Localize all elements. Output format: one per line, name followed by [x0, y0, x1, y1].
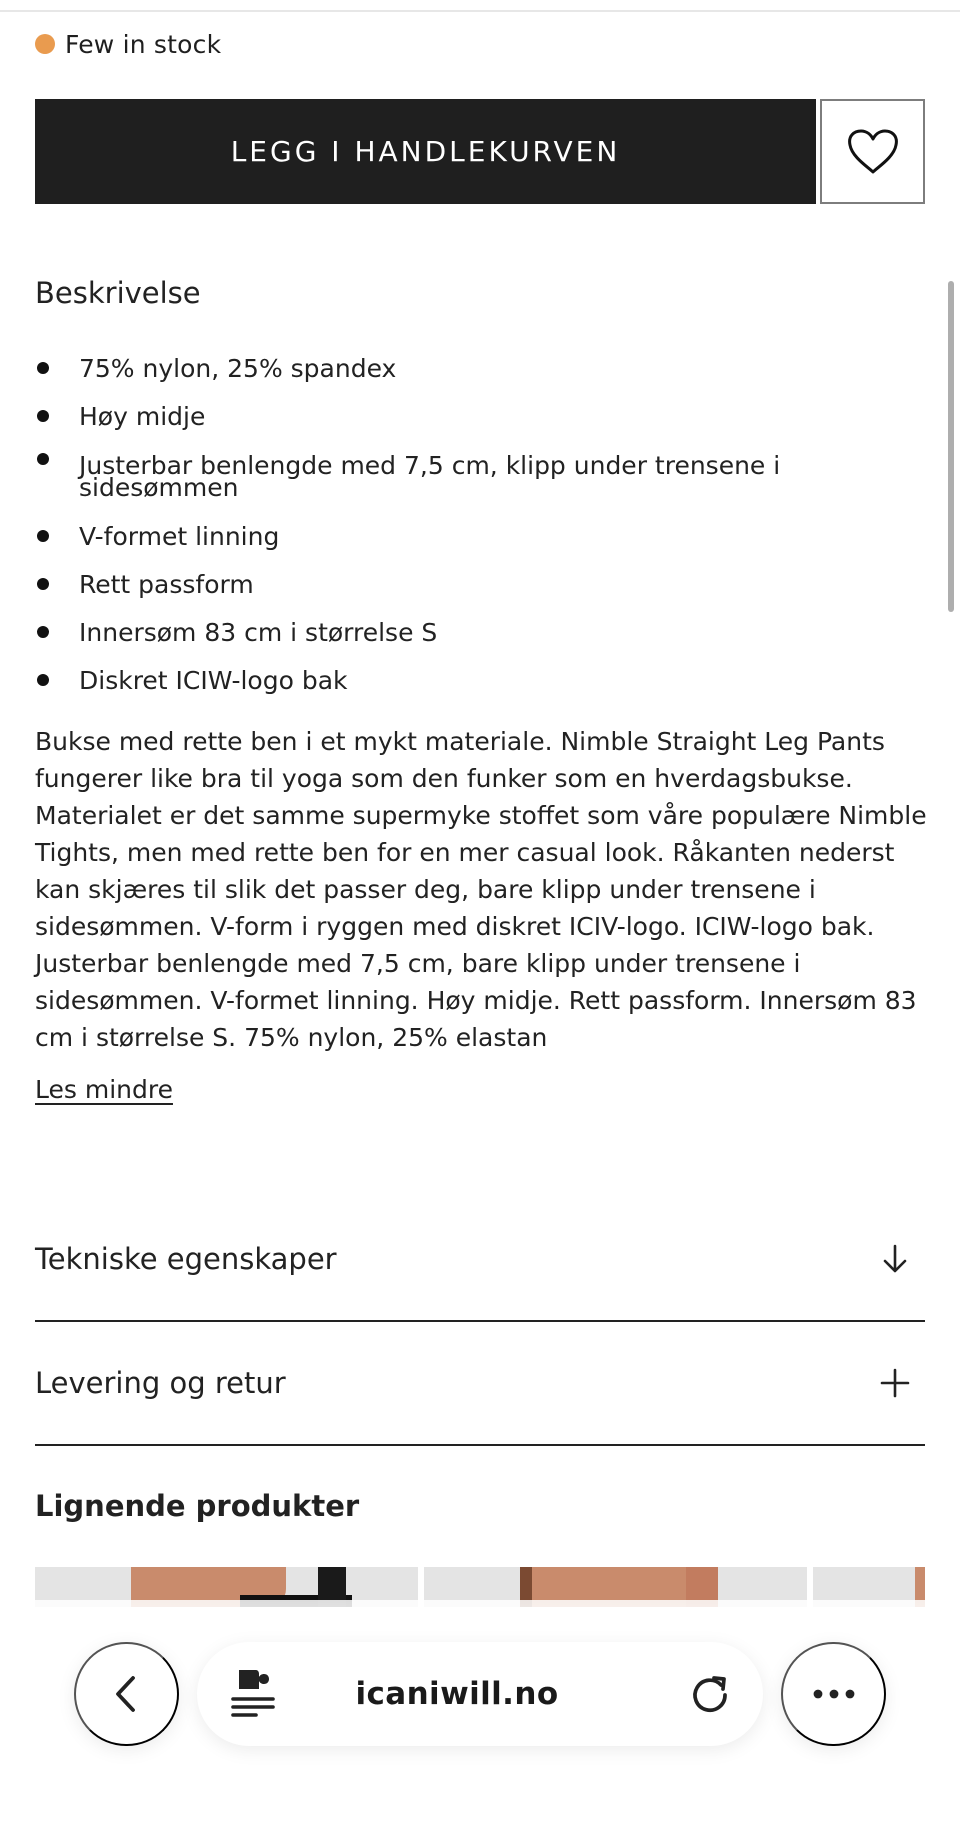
similar-products-title: Lignende produkter [35, 1489, 360, 1523]
feature-text: Rett passform [79, 570, 254, 599]
accordion-technical-properties[interactable] [35, 1198, 925, 1322]
accordion-delivery-returns[interactable] [35, 1322, 925, 1446]
accordion-title: Tekniske egenskaper [35, 1242, 337, 1276]
read-less-link[interactable]: Les mindre [35, 1075, 173, 1104]
feature-list [35, 353, 875, 713]
reader-extension-icon[interactable] [229, 1666, 277, 1720]
heart-outline-icon [847, 128, 899, 176]
url-text[interactable]: icaniwill.no [355, 1676, 559, 1712]
accordion-title: Levering og retur [35, 1366, 286, 1400]
feature-list-item [35, 569, 875, 601]
browser-address-bar[interactable] [197, 1642, 763, 1746]
stock-status [35, 27, 221, 61]
bullet-icon [37, 362, 49, 374]
feature-text: 75% nylon, 25% spandex [79, 354, 397, 383]
reload-icon[interactable] [689, 1672, 731, 1714]
feature-list-item [35, 401, 875, 433]
feature-list-item [35, 665, 875, 697]
feature-text: Høy midje [79, 402, 206, 431]
stock-status-label: Few in stock [65, 29, 222, 59]
top-divider [0, 0, 960, 12]
feature-list-item [35, 449, 875, 502]
bullet-icon [37, 410, 49, 422]
browser-more-button[interactable] [781, 1642, 886, 1746]
wishlist-button[interactable] [820, 99, 925, 204]
more-horizontal-icon [812, 1688, 856, 1700]
feature-text: Justerbar benlengde med 7,5 cm, klipp under trensene i sidesømmen [79, 451, 781, 502]
bullet-icon [37, 578, 49, 590]
chevron-left-icon [106, 1673, 148, 1715]
feature-text: V-formet linning [79, 522, 280, 551]
bullet-icon [37, 453, 49, 465]
description-title: Beskrivelse [35, 276, 201, 310]
browser-back-button[interactable] [74, 1642, 179, 1746]
plus-icon [875, 1363, 915, 1403]
bullet-icon [37, 674, 49, 686]
stock-indicator-dot [35, 34, 55, 54]
add-to-cart-button[interactable]: LEGG I HANDLEKURVEN [35, 99, 816, 204]
feature-list-item [35, 521, 875, 553]
scrollbar[interactable] [948, 281, 954, 612]
feature-text: Innersøm 83 cm i størrelse S [79, 618, 438, 647]
product-description: Bukse med rette ben i et mykt materiale. Nimble Straight Leg Pants fungerer like bra til yoga som den funker som en hverdagsbukse. Materialet er det samme supermyke stoffet som våre populære Nimble Tights, men med rette ben for en mer casual look. Råkanten nederst kan skjæres til slik det passer deg, bare klipp under trensene i sidesømmen. V-form i ryggen med diskret ICIV-logo. ICIW-logo bak. Justerbar benlengde med 7,5 cm, bare klipp under trensene i sidesømmen. V-formet linning. Høy midje. Rett passform. Innersøm 83 cm i størrelse S. 75% nylon, 25% elastan [35, 727, 927, 1052]
feature-list-item [35, 617, 875, 649]
bullet-icon [37, 530, 49, 542]
feature-list-item [35, 353, 875, 385]
bullet-icon [37, 626, 49, 638]
arrow-down-icon [875, 1239, 915, 1279]
feature-text: Diskret ICIW-logo bak [79, 666, 348, 695]
